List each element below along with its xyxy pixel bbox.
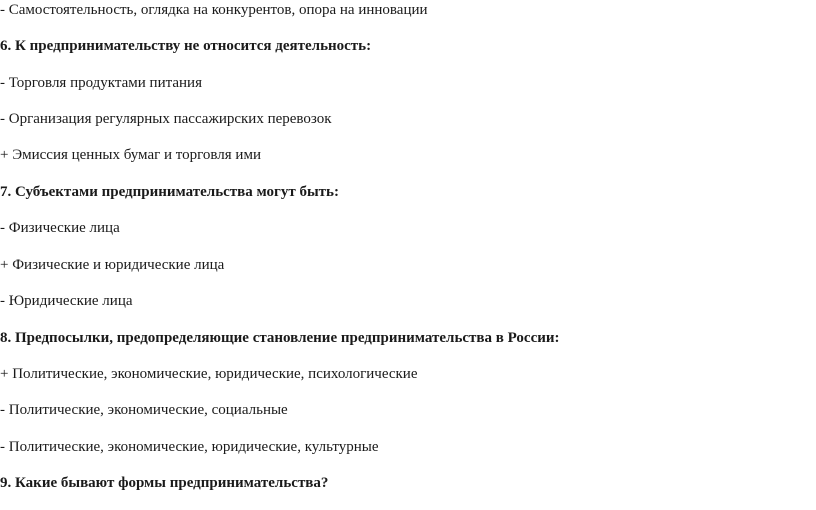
answer-option: - Юридические лица: [0, 293, 133, 309]
question-8: 8. Предпосылки, предопределяющие становление предпринимательства в России:: [0, 330, 560, 346]
answer-option: - Политические, экономические, юридические, культурные: [0, 439, 379, 455]
answer-option: - Физические лица: [0, 220, 120, 236]
answer-option: + Политические, экономические, юридические, психологические: [0, 366, 418, 382]
question-9: 9. Какие бывают формы предпринимательства?: [0, 475, 329, 491]
answer-option: + Эмиссия ценных бумаг и торговля ими: [0, 147, 261, 163]
answer-option: - Самостоятельность, оглядка на конкурентов, опора на инновации: [0, 2, 428, 18]
answer-option: - Торговля продуктами питания: [0, 75, 202, 91]
question-7: 7. Субъектами предпринимательства могут быть:: [0, 184, 339, 200]
question-6: 6. К предпринимательству не относится деятельность:: [0, 38, 372, 54]
answer-option: - Организация регулярных пассажирских перевозок: [0, 111, 332, 127]
answer-option: - Политические, экономические, социальные: [0, 402, 288, 418]
answer-option: + Физические и юридические лица: [0, 257, 225, 273]
